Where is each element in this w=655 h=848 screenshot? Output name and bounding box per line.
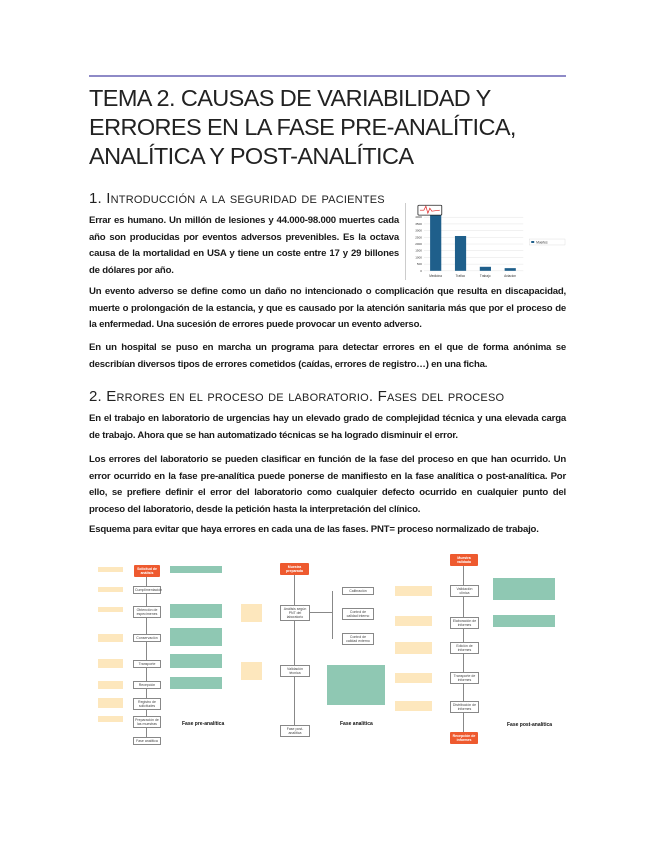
analytic-step: Control de calidad interno — [342, 608, 374, 620]
y-tick-label: 1000 — [415, 255, 422, 260]
analytic-step: Control de calidad externo — [342, 633, 374, 645]
y-tick-label: 0 — [420, 268, 422, 273]
role-tag — [98, 634, 123, 642]
note-box — [170, 654, 222, 668]
legend-label: Muertes — [536, 240, 548, 245]
post-step: Validación clínica — [450, 585, 479, 597]
role-tag — [98, 716, 123, 722]
analytic-caption: Fase analítica — [340, 721, 373, 727]
section-2-paragraph-3: Esquema para evitar que haya errores en cada una de las fases. PNT= proceso normalizado de trabajo. — [89, 524, 539, 535]
post-step: Distribución de informes — [450, 701, 479, 713]
post-end-node: Recepción de informes — [450, 732, 478, 744]
role-tag — [98, 607, 123, 612]
header-rule — [89, 75, 566, 77]
post-start-node: Muestra validada — [450, 554, 478, 566]
analytic-step: Calibración — [342, 587, 374, 595]
section-2-paragraph-1: En el trabajo en laboratorio de urgencias hay un elevado grado de complejidad técnica y una elevada carga de trabajo. Ahora que se han automatizado técnicas se ha logrado disminuir el error. — [89, 413, 566, 441]
role-tag — [98, 659, 123, 668]
section-1-paragraph-1: Errar es humano. Un millón de lesiones y 44.000-98.000 muertes cada año son producidas por eventos adversos prevenibles. Es la octava causa de la mortalidad en USA y tiene un coste entre 17 y 29 billones de dólares por año. — [89, 215, 399, 276]
pre-step: Obtención de especímenes — [133, 606, 161, 618]
role-tag — [395, 673, 432, 683]
y-tick-label: 500 — [416, 262, 422, 267]
y-tick-label: 3500 — [415, 221, 422, 226]
note-box — [170, 628, 222, 646]
section-2-paragraph-2: Los errores del laboratorio se pueden clasificar en función de la fase del proceso en que han ocurrido. Un error ocurrido en la fase pre-analítica puede ponerse de manifiesto en la fase analítica o post-analítica. Por ello, se prefiere definir el error del laboratorio como cualquier defecto ocurrido en cualquier punto del proceso del laboratorio, desde la petición hasta la interpretación del clínico. — [89, 454, 566, 515]
y-tick-label: 1500 — [415, 248, 422, 253]
note-box — [327, 665, 385, 705]
role-tag — [395, 701, 432, 711]
role-tag — [241, 662, 262, 680]
post-step: Transporte de informes — [450, 672, 479, 684]
x-tick-label: Trabajo — [479, 273, 491, 278]
role-tag — [395, 642, 432, 654]
role-tag — [98, 698, 123, 708]
analytic-step: Validación técnica — [280, 665, 310, 677]
post-analytic-caption: Fase post-analítica — [507, 722, 553, 728]
note-box — [170, 677, 222, 689]
section-1-paragraph-3: En un hospital se puso en marcha un programa para detectar errores en el que de forma anónima se describían diversos tipos de errores cometidos (caídas, errores de registro…) en una ficha. — [89, 342, 566, 370]
note-box — [493, 615, 555, 627]
post-step: Edición de informes — [450, 642, 479, 654]
bar-trafico — [455, 236, 466, 271]
analytic-step: Fase post-analítica — [280, 725, 310, 737]
pre-step: Recepción — [133, 681, 161, 689]
y-tick-label: 4000 — [415, 215, 422, 220]
section-1-heading: 1. Introducción a la seguridad de pacientes — [89, 190, 385, 207]
pre-step: Preparación de las muestras — [133, 716, 161, 728]
bar-aviacion — [505, 268, 516, 271]
role-tag — [98, 587, 123, 592]
note-box — [170, 604, 222, 618]
y-tick-label: 2500 — [415, 235, 422, 240]
note-box — [493, 578, 555, 600]
role-tag — [98, 567, 123, 572]
pre-step: Fase analítica — [133, 737, 161, 745]
role-tag — [98, 681, 123, 689]
pre-step: Transporte — [133, 660, 161, 668]
bar-trabajo — [480, 267, 491, 271]
section-2-heading: 2. Errores en el proceso de laboratorio. Fases del proceso — [89, 388, 505, 405]
role-tag — [241, 604, 262, 622]
x-tick-label: Aviacion — [504, 273, 517, 278]
y-tick-label: 2000 — [415, 242, 422, 247]
role-tag — [395, 616, 432, 626]
role-tag — [395, 586, 432, 596]
legend-swatch — [531, 241, 534, 243]
mortality-bar-chart — [405, 203, 567, 280]
pre-step: Conservación — [133, 634, 161, 642]
note-box — [170, 566, 222, 573]
bar-medicina — [430, 211, 441, 271]
post-step: Elaboración de informes — [450, 617, 479, 629]
laboratory-phases-diagram — [90, 550, 570, 780]
analytic-start-node: Muestra preparada — [280, 563, 309, 575]
page-title: TEMA 2. CAUSAS DE VARIABILIDAD Y ERRORES EN LA FASE PRE-ANALÍTICA, ANALÍTICA Y POST-ANALÍTICA — [89, 85, 516, 169]
x-tick-label: Medicina — [429, 273, 442, 278]
section-1-paragraph-2: Un evento adverso se define como un daño no intencionado o complicación que resulta en discapacidad, muerte o prolongación de la estancia, y que es causado por la atención sanitaria más que por el proceso de la enfermedad. Una sucesión de errores puede provocar un evento adverso. — [89, 286, 566, 330]
pre-analytic-caption: Fase pre-analítica — [182, 721, 225, 727]
pre-start-node: Solicitud de análisis — [134, 565, 160, 577]
x-tick-label: Trafico — [455, 273, 466, 278]
y-tick-label: 3000 — [415, 228, 422, 233]
pre-step: Registro de solicitudes — [133, 698, 161, 710]
pre-step: Cumplimentación — [135, 588, 163, 592]
analytic-step: Análisis según PNT del laboratorio — [280, 605, 310, 621]
